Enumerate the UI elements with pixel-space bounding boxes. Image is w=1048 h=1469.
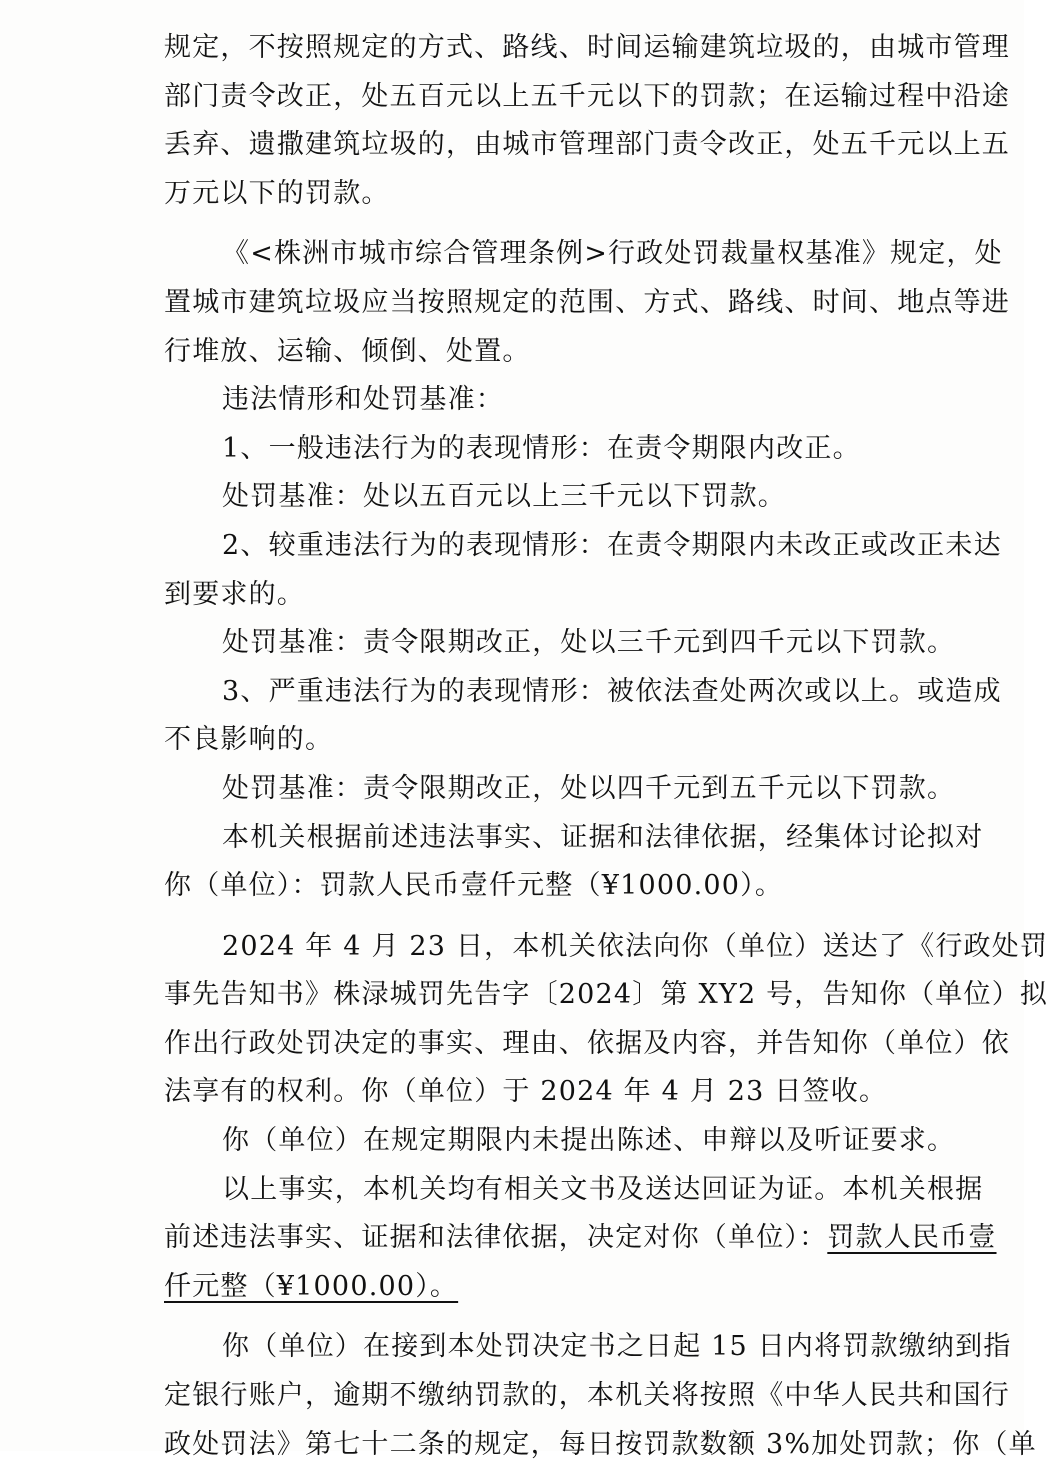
text-line: 政处罚法》第七十二条的规定，每日按罚款数额 3%加处罚款；你（单 <box>164 1428 1037 1460</box>
text-fragment: 前述违法事实、证据和法律依据，决定对你（单位）： <box>164 1222 828 1254</box>
underlined-penalty-amount-continued: 仟元整（¥1000.00）。 <box>164 1270 459 1302</box>
document-body <box>164 24 1048 1469</box>
text-line: 你（单位）在规定期限内未提出陈述、申辩以及听证要求。 <box>222 1125 956 1157</box>
underlined-penalty-amount: 罚款人民币壹 <box>827 1222 997 1254</box>
text-line <box>164 1263 976 1312</box>
text-line: 到要求的。 <box>164 578 305 610</box>
text-line: 1、一般违法行为的表现情形：在责令期限内改正。 <box>222 432 861 464</box>
text-line: 事先告知书》株渌城罚先告字〔2024〕第 XY2 号，告知你（单位）拟 <box>164 979 1048 1011</box>
text-line: 3、严重违法行为的表现情形：被依法查处两次或以上。或造成 <box>222 675 1002 707</box>
text-line: 违法情形和处罚基准： <box>222 384 504 416</box>
text-line <box>164 1214 997 1263</box>
text-line: 《<株洲市城市综合管理条例>行政处罚裁量权基准》规定，处 <box>222 238 1003 270</box>
text-line: 丢弃、遗撒建筑垃圾的，由城市管理部门责令改正，处五千元以上五 <box>164 129 1010 161</box>
text-line: 法享有的权利。你（单位）于 2024 年 4 月 23 日签收。 <box>164 1076 888 1108</box>
text-line: 处罚基准：处以五百元以上三千元以下罚款。 <box>222 481 786 513</box>
text-line: 你（单位）在接到本处罚决定书之日起 15 日内将罚款缴纳到指 <box>222 1331 1012 1363</box>
text-line: 2024 年 4 月 23 日，本机关依法向你（单位）送达了《行政处罚 <box>222 930 1048 962</box>
text-line: 处罚基准：责令限期改正，处以三千元到四千元以下罚款。 <box>222 627 956 659</box>
text-line: 行堆放、运输、倾倒、处置。 <box>164 335 531 367</box>
text-line: 不良影响的。 <box>164 724 334 756</box>
text-line: 部门责令改正，处五百元以上五千元以下的罚款；在运输过程中沿途 <box>164 80 1010 112</box>
text-line: 处罚基准：责令限期改正，处以四千元到五千元以下罚款。 <box>222 772 956 804</box>
text-line: 定银行账户，逾期不缴纳罚款的，本机关将按照《中华人民共和国行 <box>164 1380 1010 1412</box>
text-line: 本机关根据前述违法事实、证据和法律依据，经集体讨论拟对 <box>222 821 984 853</box>
text-line: 2、较重违法行为的表现情形：在责令期限内未改正或改正未达 <box>222 529 1002 561</box>
text-line: 作出行政处罚决定的事实、理由、依据及内容，并告知你（单位）依 <box>164 1027 1010 1059</box>
text-line: 规定，不按照规定的方式、路线、时间运输建筑垃圾的，由城市管理 <box>164 32 1010 63</box>
text-line: 万元以下的罚款。 <box>164 177 390 209</box>
text-line: 你（单位）：罚款人民币壹仟元整（¥1000.00）。 <box>164 870 784 902</box>
text-line: 以上事实，本机关均有相关文书及送达回证为证。本机关根据 <box>222 1173 984 1205</box>
text-line: 置城市建筑垃圾应当按照规定的范围、方式、路线、时间、地点等进 <box>164 286 1010 318</box>
